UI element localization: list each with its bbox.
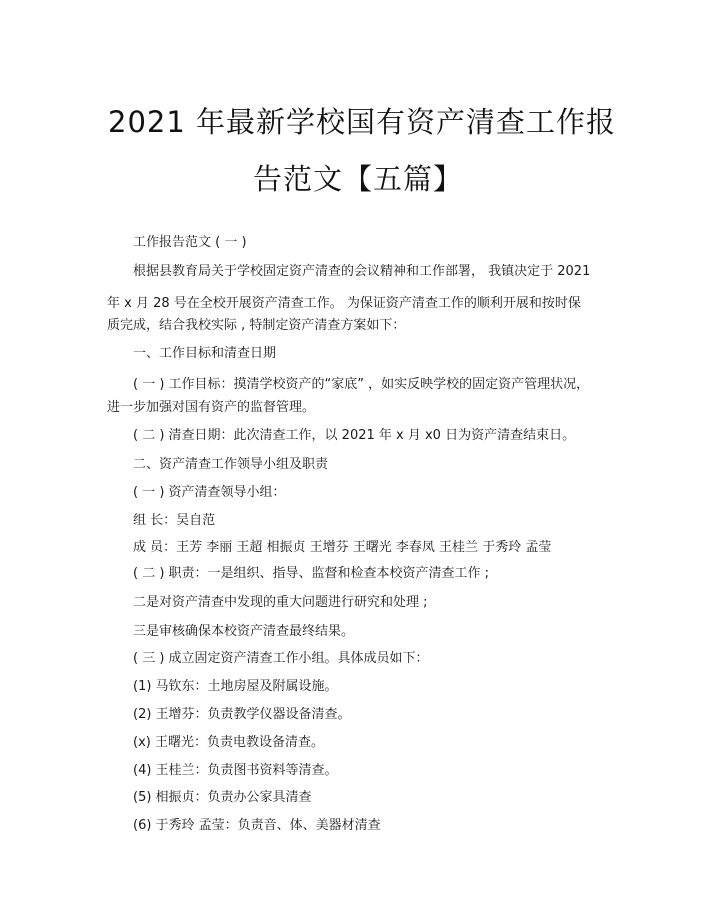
paragraph-line: 进一步加强对国有资产的监督管理。: [107, 400, 316, 415]
list-item: (1) 马钦东：土地房屋及附属设施。: [133, 679, 338, 694]
paragraph-line: ( 二 ) 清查日期：此次清查工作，以 2021 年 x 月 x0 日为资产清查结束日。: [133, 428, 576, 443]
list-item: (4) 王桂兰：负责图书资料等清查。: [133, 763, 338, 778]
paragraph-line: 根据县教育局关于学校固定资产清查的会议精神和工作部署， 我镇决定于 2021: [133, 264, 591, 279]
paragraph-line: 成 员：王芳 李丽 王超 相振贞 王增芬 王曙光 李春凤 王桂兰 于秀玲 孟莹: [133, 540, 552, 555]
section-heading: 二、资产清查工作领导小组及职责: [133, 457, 329, 472]
list-item: (6) 于秀玲 孟莹：负责音、体、美器材清查: [133, 818, 381, 833]
list-item: (5) 相振贞：负责办公家具清查: [133, 790, 312, 805]
list-item: (x) 王曙光：负责电教设备清查。: [133, 735, 324, 750]
paragraph-line: 组 长：吴自范: [133, 513, 216, 528]
paragraph-line: ( 二 ) 职责：一是组织、指导、监督和检查本校资产清查工作 ;: [133, 566, 490, 581]
paragraph-line: 年 x 月 28 号在全校开展资产清查工作。 为保证资产清查工作的顺利开展和按时保: [107, 296, 581, 311]
section-heading: 一、工作目标和清查日期: [133, 346, 277, 361]
document-title-line-1: 2021 年最新学校国有资产清查工作报: [108, 105, 617, 139]
paragraph-line: 质完成，结合我校实际 , 特制定资产清查方案如下：: [107, 318, 406, 333]
document-title-line-2: 告范文【五篇】: [253, 162, 464, 196]
paragraph-line: ( 一 ) 工作目标：摸清学校资产的“家底” ，如实反映学校的固定资产管理状况，: [133, 377, 590, 392]
section-heading-report-one: 工作报告范文 ( 一 ): [133, 235, 247, 250]
paragraph-line: ( 三 ) 成立固定资产清查工作小组。具体成员如下：: [133, 651, 429, 666]
paragraph-line: 三是审核确保本校资产清查最终结果。: [133, 624, 355, 639]
list-item: (2) 王增芬：负责教学仪器设备清查。: [133, 707, 351, 722]
paragraph-line: 二是对资产清查中发现的重大问题进行研究和处理 ;: [133, 595, 428, 610]
paragraph-line: ( 一 ) 资产清查领导小组：: [133, 485, 286, 500]
